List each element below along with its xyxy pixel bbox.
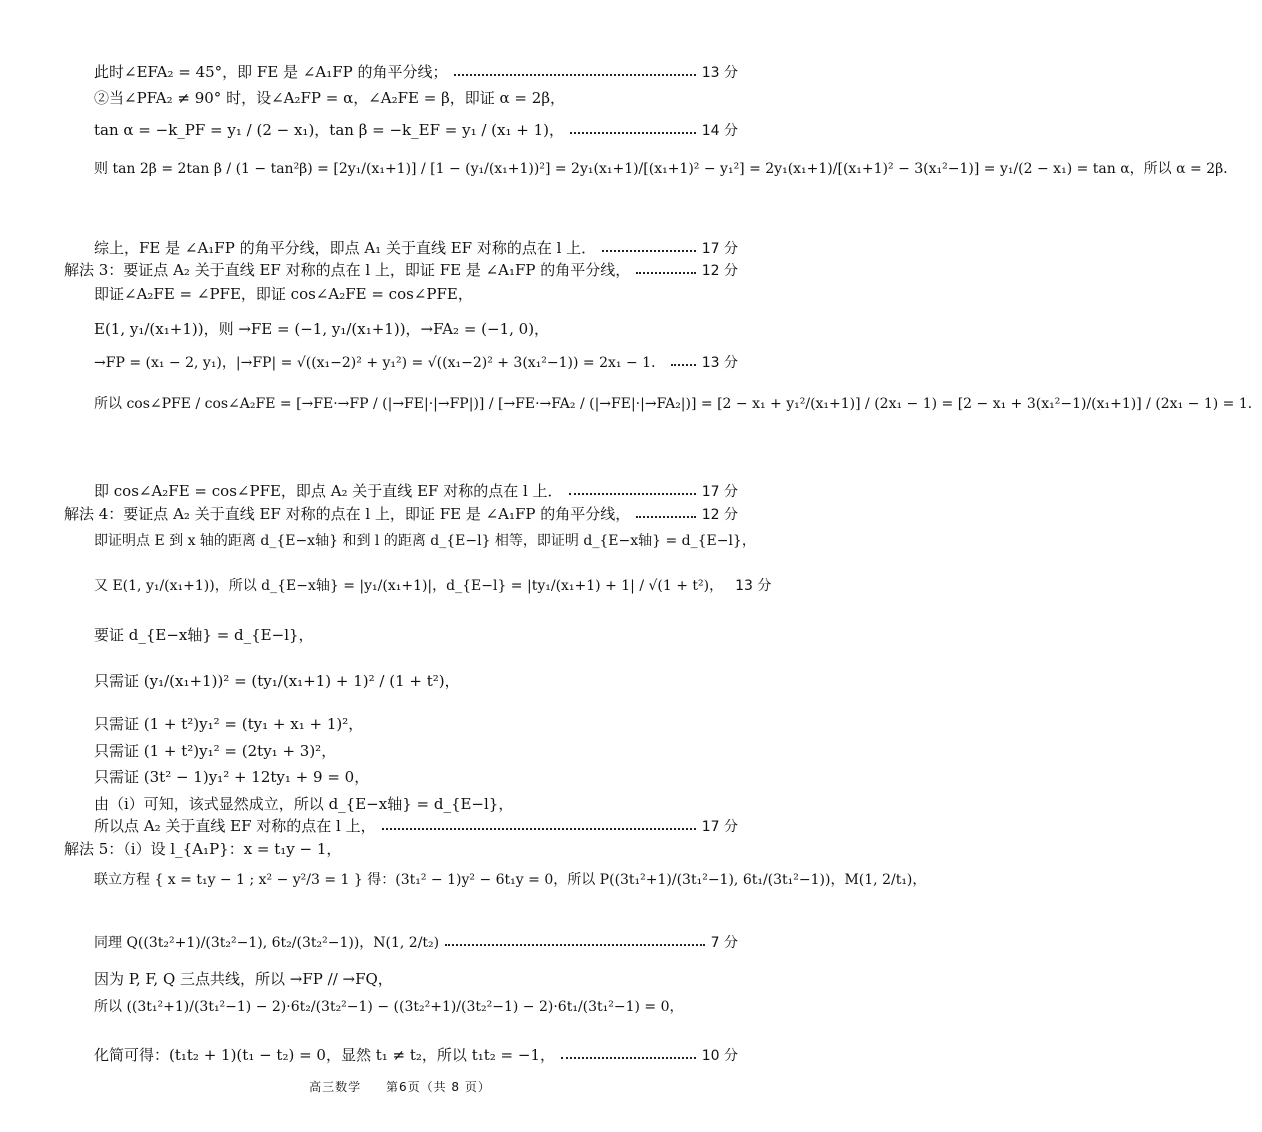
score-label: 7 分 [710, 935, 738, 951]
line-text: →FP = (x₁ − 2, y₁)，|→FP| = √((x₁−2)² + y₁²) = √((x₁−2)² + 3(x₁²−1)) = 2x₁ − 1． [94, 355, 666, 371]
score-label: 17 分 [701, 818, 738, 835]
leader-dots [569, 493, 696, 495]
line-text: 解法 5：（i）设 l_{A₁P}：x = t₁y − 1， [64, 840, 342, 858]
score-label: 10 分 [701, 1047, 738, 1064]
leader-dots [445, 944, 705, 946]
line-15 [94, 624, 738, 645]
line-5 [94, 237, 738, 258]
line-2 [94, 87, 738, 108]
line-20 [94, 793, 738, 814]
line-24 [94, 932, 738, 952]
score-label: 13 分 [701, 355, 738, 371]
leader-dots [561, 1057, 696, 1059]
line-1 [94, 61, 738, 82]
line-text: 又 E(1, y₁/(x₁+1))，所以 d_{E−x轴} = |y₁/(x₁+1)|，d_{E−l} = |ty₁/(x₁+1) + 1| / √(1 + t²)， [94, 578, 724, 594]
method-3-heading [64, 259, 738, 280]
score-label: 13 分 [735, 578, 772, 594]
line-21 [94, 815, 738, 836]
line-text: 解法 3：要证点 A₂ 关于直线 EF 对称的点在 l 上，即证 FE 是 ∠A₁FP 的角平分线， [64, 261, 631, 279]
leader-dots [382, 828, 696, 830]
line-9 [94, 352, 738, 372]
line-8 [94, 318, 738, 339]
line-19 [94, 766, 738, 787]
line-11 [94, 480, 738, 501]
line-text: 只需证 (1 + t²)y₁² = (ty₁ + x₁ + 1)²， [94, 715, 364, 733]
line-text: 联立方程 { x = t₁y − 1 ; x² − y²/3 = 1 } 得：(3t₁² − 1)y² − 6t₁y = 0，所以 P((3t₁²+1)/(3t₁²−1), 6t₁/(3t₁²−1))，M(1, 2/t₁)， [94, 872, 927, 888]
leader-dots [602, 250, 696, 252]
line-7 [94, 283, 738, 304]
leader-dots [636, 516, 695, 518]
line-text: 化简可得：(t₁t₂ + 1)(t₁ − t₂) = 0，显然 t₁ ≠ t₂，所以 t₁t₂ = −1， [94, 1046, 555, 1064]
line-27 [94, 1044, 738, 1065]
leader-dots [570, 132, 696, 134]
line-4 [94, 157, 1238, 181]
line-text: 只需证 (1 + t²)y₁² = (2ty₁ + 3)²， [94, 742, 337, 760]
line-16 [94, 670, 738, 691]
line-text: 要证 d_{E−x轴} = d_{E−l}， [94, 626, 314, 644]
line-18 [94, 740, 738, 761]
line-25 [94, 968, 738, 989]
line-text: 由（i）可知，该式显然成立，所以 d_{E−x轴} = d_{E−l}， [94, 795, 514, 813]
footer-subject: 高三数学 [309, 1080, 362, 1094]
line-text: ②当∠PFA₂ ≠ 90° 时，设∠A₂FP = α，∠A₂FE = β，即证 α = 2β， [94, 89, 565, 107]
line-text: 因为 P, F, Q 三点共线，所以 →FP // →FQ， [94, 970, 393, 988]
line-14 [94, 575, 772, 595]
line-text: 综上，FE 是 ∠A₁FP 的角平分线，即点 A₁ 关于直线 EF 对称的点在 l 上． [94, 239, 597, 257]
page-footer [0, 1078, 800, 1095]
line-text: 所以点 A₂ 关于直线 EF 对称的点在 l 上， [94, 817, 376, 835]
line-10 [94, 392, 1262, 416]
leader-dots [454, 74, 696, 76]
method-4-heading [64, 503, 738, 524]
score-label: 12 分 [701, 506, 738, 523]
line-text: 只需证 (3t² − 1)y₁² + 12ty₁ + 9 = 0， [94, 768, 370, 786]
score-label: 13 分 [701, 64, 738, 81]
line-text: 只需证 (y₁/(x₁+1))² = (ty₁/(x₁+1) + 1)² / (1 + t²)， [94, 672, 460, 690]
line-17 [94, 713, 738, 734]
line-text: 即 cos∠A₂FE = cos∠PFE，即点 A₂ 关于直线 EF 对称的点在 l 上． [94, 482, 563, 500]
line-text: 同理 Q((3t₂²+1)/(3t₂²−1), 6t₂/(3t₂²−1))，N(1, 2/t₂) [94, 935, 440, 951]
score-label: 17 分 [701, 483, 738, 500]
line-13 [94, 530, 756, 550]
footer-page-number: 第6页（共 8 页） [385, 1080, 491, 1094]
line-text: 则 tan 2β = 2tan β / (1 − tan²β) = [2y₁/(x₁+1)] / [1 − (y₁/(x₁+1))²] = 2y₁(x₁+1)/[(x₁+1)² − y₁²] = 2y₁(x₁+1)/[(x₁+1)² − 3(x₁²−1)] = y₁/(2 − x₁) = tan α，所以 α = 2β． [94, 161, 1238, 177]
method-5-heading [64, 838, 738, 859]
score-label: 17 分 [701, 240, 738, 257]
score-label: 12 分 [701, 262, 738, 279]
line-text: 解法 4：要证点 A₂ 关于直线 EF 对称的点在 l 上，即证 FE 是 ∠A₁FP 的角平分线， [64, 505, 631, 523]
score-label: 14 分 [701, 122, 738, 139]
line-text: 即证明点 E 到 x 轴的距离 d_{E−x轴} 和到 l 的距离 d_{E−l} 相等，即证明 d_{E−x轴} = d_{E−l}， [94, 533, 756, 549]
line-text: 此时∠EFA₂ = 45°，即 FE 是 ∠A₁FP 的角平分线； [94, 63, 448, 81]
leader-dots [636, 272, 695, 274]
line-text: 所以 cos∠PFE / cos∠A₂FE = [→FE·→FP / (|→FE|·|→FP|)] / [→FE·→FA₂ / (|→FE|·|→FA₂|)] = [2 − x₁ + y₁²/(x₁+1)] / (2x₁ − 1) = [2 − x₁ + 3(x₁²−1)/(x₁+1)] / (2x₁ − 1) = 1． [94, 396, 1262, 412]
line-23 [94, 868, 927, 892]
line-26 [94, 996, 734, 1018]
line-text: E(1, y₁/(x₁+1))，则 →FE = (−1, y₁/(x₁+1))，→FA₂ = (−1, 0)， [94, 320, 550, 338]
line-text: tan α = −k_PF = y₁ / (2 − x₁)，tan β = −k_EF = y₁ / (x₁ + 1)， [94, 121, 564, 139]
leader-dots [671, 364, 696, 366]
line-text: 即证∠A₂FE = ∠PFE，即证 cos∠A₂FE = cos∠PFE， [94, 285, 473, 303]
line-3 [94, 119, 738, 140]
line-text: 所以 ((3t₁²+1)/(3t₁²−1) − 2)·6t₂/(3t₂²−1) − ((3t₂²+1)/(3t₂²−1) − 2)·6t₁/(3t₁²−1) = 0， [94, 999, 684, 1015]
